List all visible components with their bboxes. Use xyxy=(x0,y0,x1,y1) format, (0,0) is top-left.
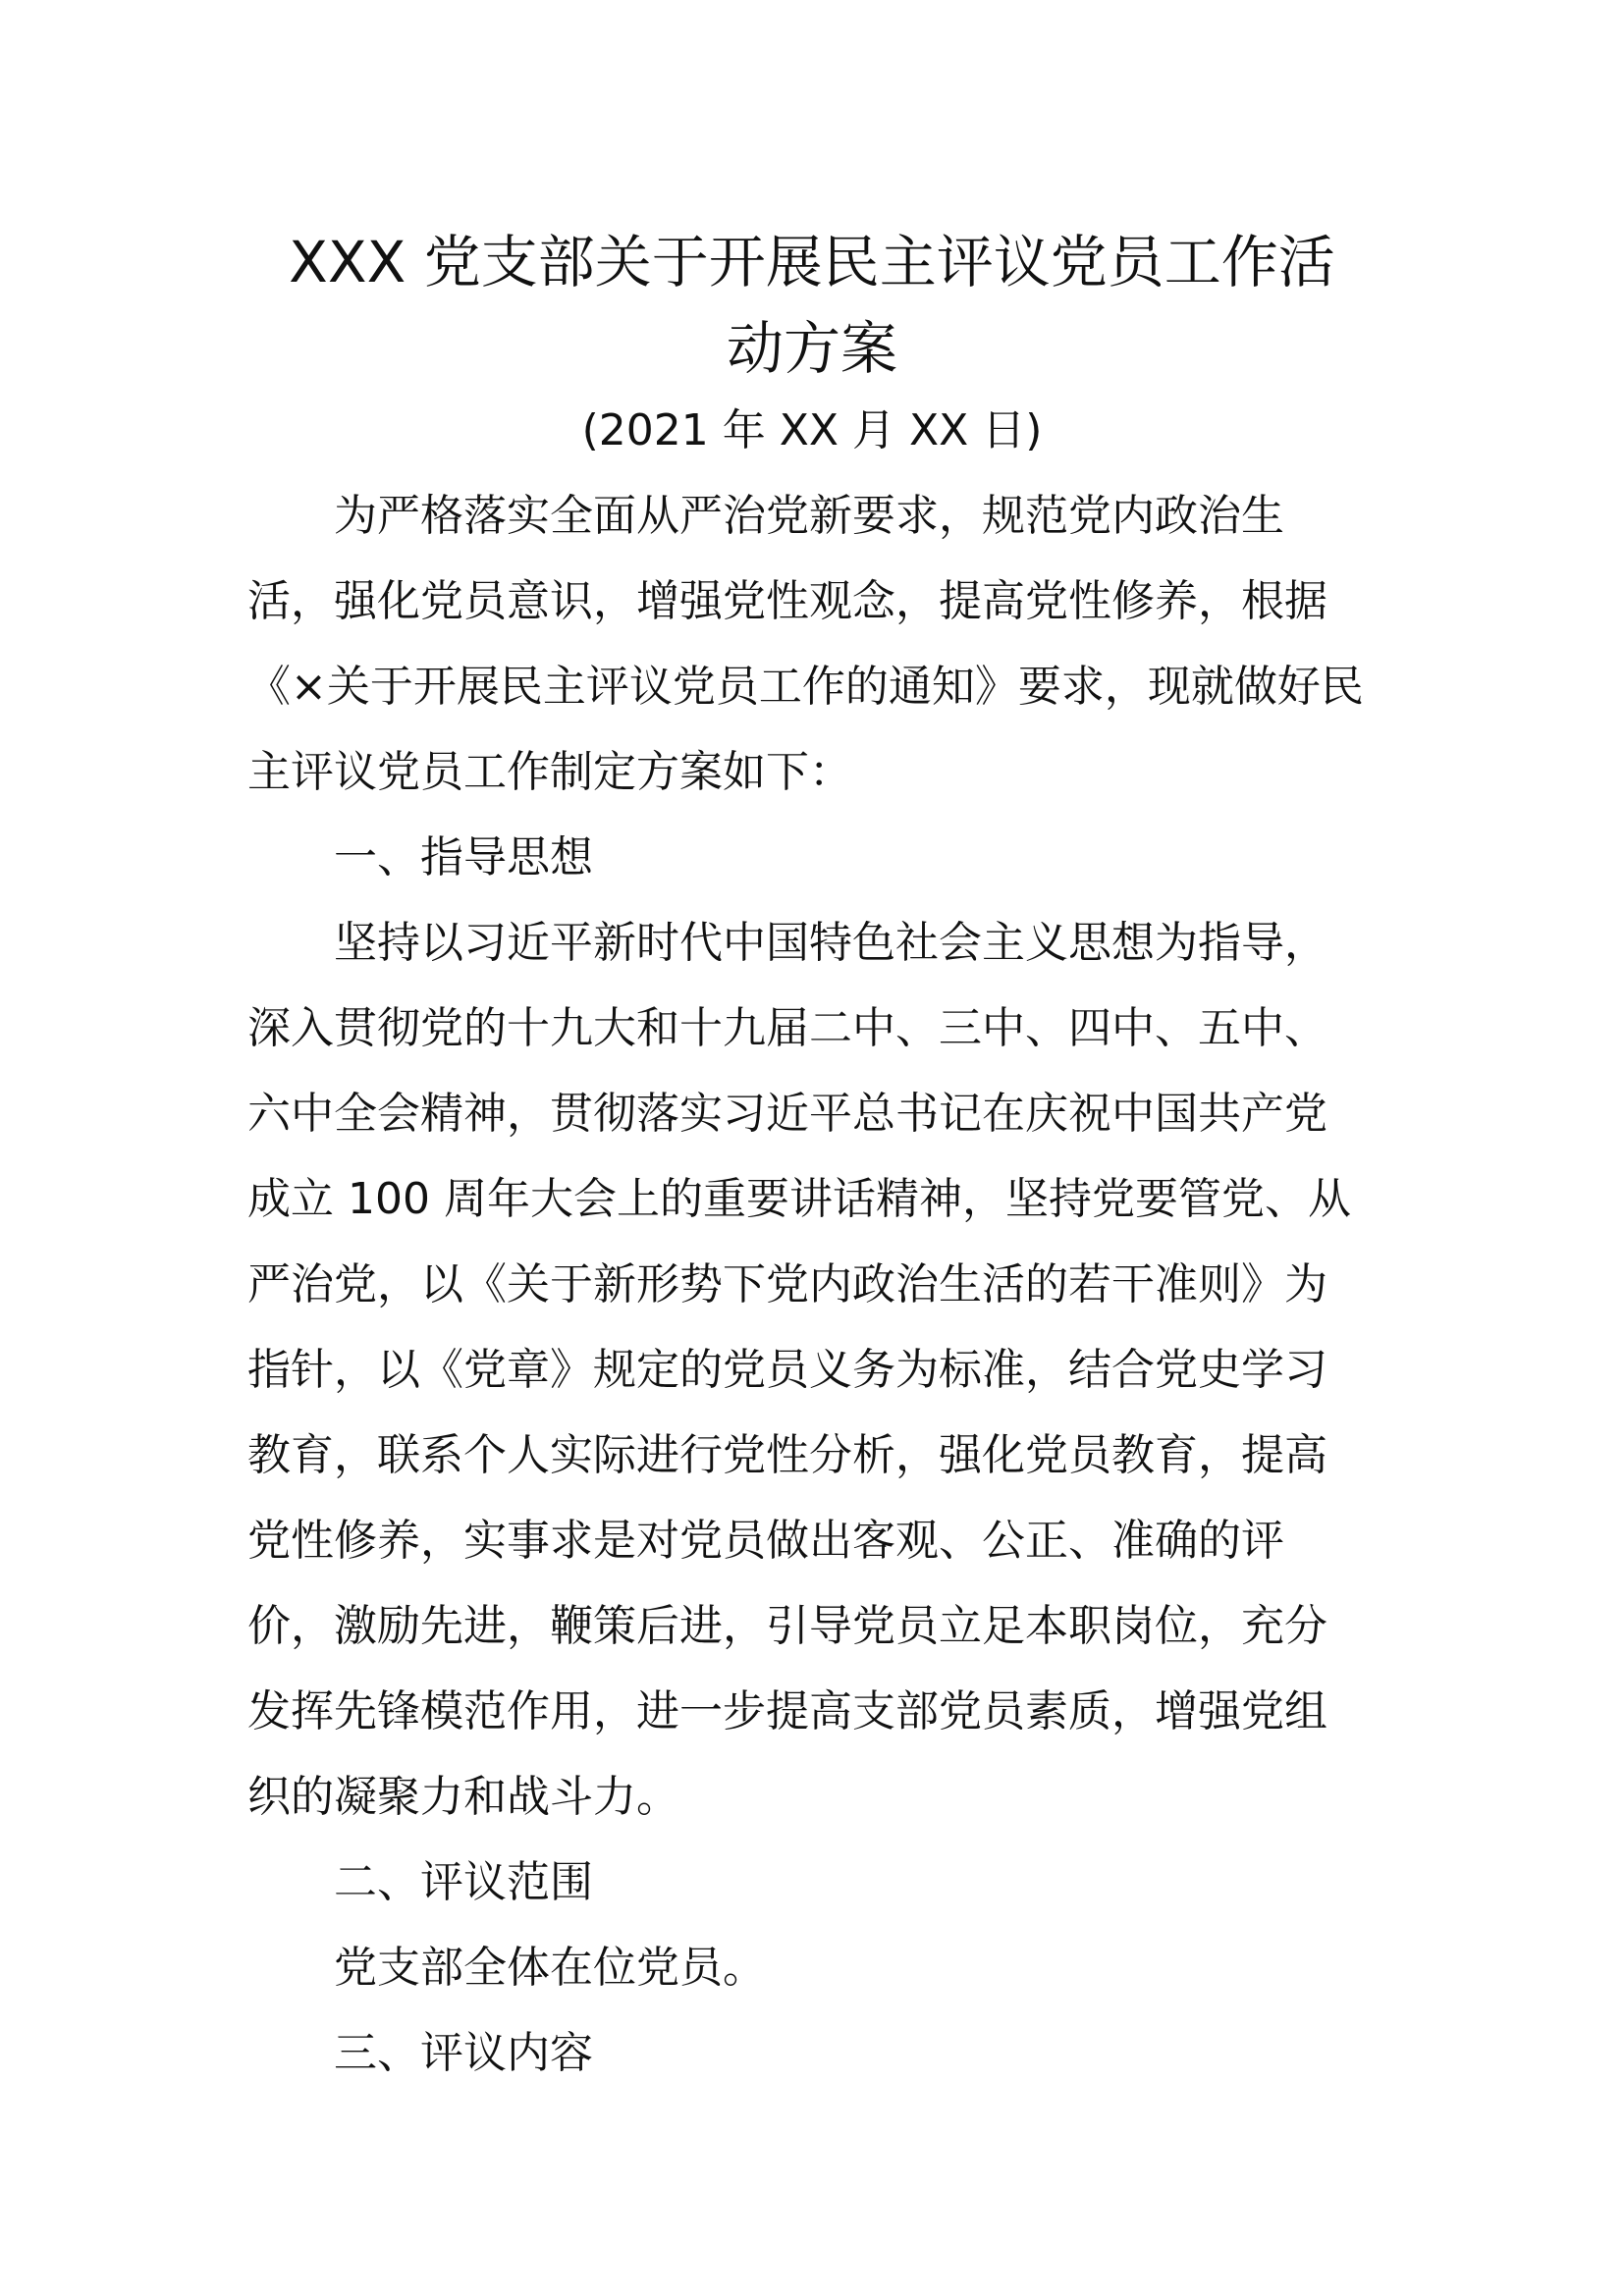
text-line: 坚持以习近平新时代中国特色社会主义思想为指导， xyxy=(334,918,1327,968)
text-line: 深入贯彻党的十九大和十九届二中、三中、四中、五中、 xyxy=(247,1003,1327,1053)
section-heading-evaluation-scope: 二、评议范围 xyxy=(334,1857,593,1907)
text-line: 发挥先锋模范作用，进一步提高支部党员素质，增强党组 xyxy=(247,1686,1327,1736)
document-body xyxy=(247,473,1396,2096)
guiding-ideology-paragraph xyxy=(247,900,1396,1840)
text-line: 《×关于开展民主评议党员工作的通知》要求，现就做好民 xyxy=(247,662,1364,712)
text-line: 指针，以《党章》规定的党员义务为标准，结合党史学习 xyxy=(247,1345,1327,1395)
section-heading-evaluation-content: 三、评议内容 xyxy=(334,2028,593,2078)
text-line: 活，强化党员意识，增强党性观念，提高党性修养，根据 xyxy=(247,576,1327,626)
document-title-line-2: 动方案 xyxy=(726,315,897,382)
text-line: 织的凝聚力和战斗力。 xyxy=(247,1772,679,1822)
document-title-line-1: XXX 党支部关于开展民主评议党员工作活 xyxy=(289,229,1335,295)
text-line: 价，激励先进，鞭策后进，引导党员立足本职岗位，充分 xyxy=(247,1601,1327,1651)
text-line: 为严格落实全面从严治党新要求，规范党内政治生 xyxy=(334,491,1284,541)
text-line: 严治党，以《关于新形势下党内政治生活的若干准则》为 xyxy=(247,1259,1327,1309)
text-line: 主评议党员工作制定方案如下： xyxy=(247,747,852,797)
text-line: 党性修养，实事求是对党员做出客观、公正、准确的评 xyxy=(247,1516,1284,1566)
text-line: 教育，联系个人实际进行党性分析，强化党员教育，提高 xyxy=(247,1430,1327,1480)
intro-paragraph xyxy=(247,473,1396,815)
text-line: 六中全会精神，贯彻落实习近平总书记在庆祝中国共产党 xyxy=(247,1089,1327,1139)
section-heading-guiding-ideology: 一、指导思想 xyxy=(334,832,593,882)
document-date: (2021 年 XX 月 XX 日) xyxy=(581,405,1043,455)
text-line: 成立 100 周年大会上的重要讲话精神，坚持党要管党、从 xyxy=(247,1174,1351,1224)
text-line: 党支部全体在位党员。 xyxy=(334,1943,766,1993)
